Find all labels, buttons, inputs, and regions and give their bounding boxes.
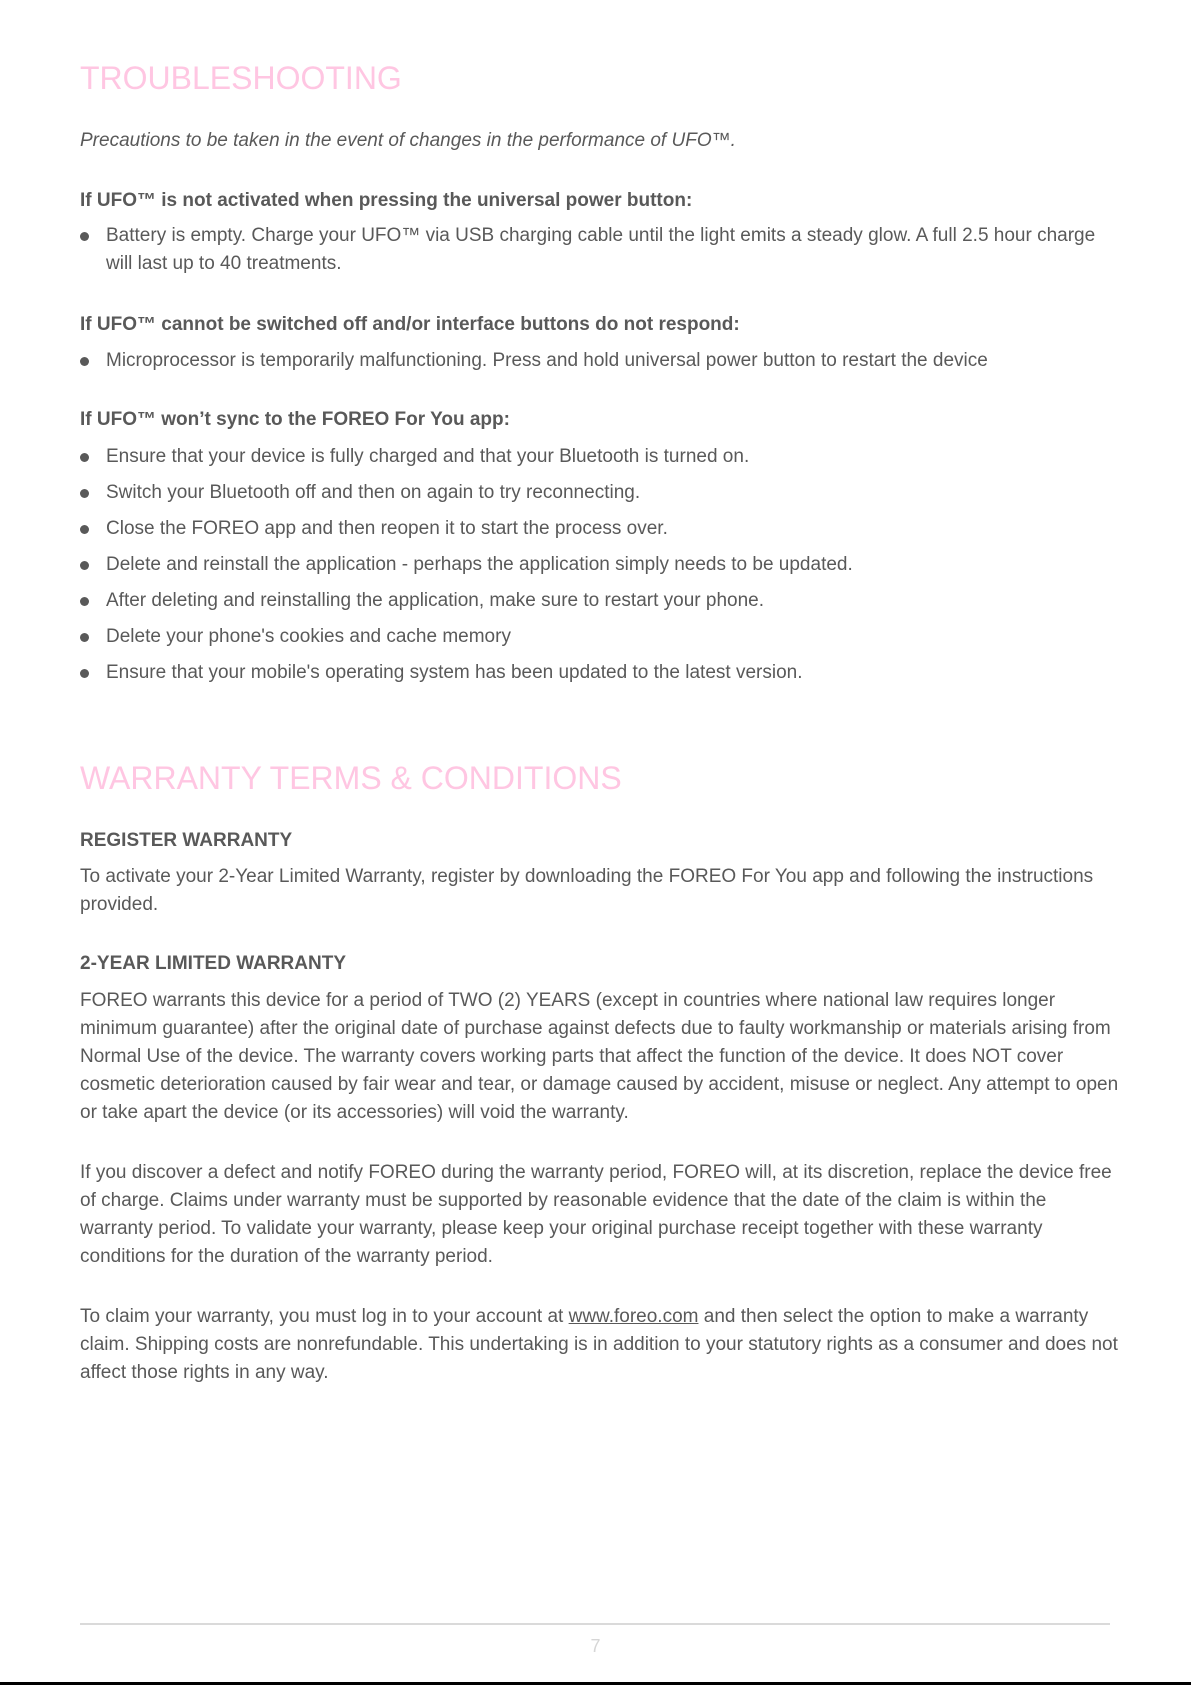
list-item: After deleting and reinstalling the application, make sure to restart your phone. [80,587,1120,615]
list-item: Ensure that your device is fully charged and that your Bluetooth is turned on. [80,443,1120,471]
bullet-icon [80,633,89,642]
list-item: Battery is empty. Charge your UFO™ via USB charging cable until the light emits a steady glow. A full 2.5 hour charge will last up to 40 treatments. [80,222,1120,278]
section-heading-not-activated: If UFO™ is not activated when pressing the universal power button: [80,190,693,211]
bullet-icon [80,489,89,498]
warranty-paragraph-1: FOREO warrants this device for a period of TWO (2) YEARS (except in countries where national law requires longer minimum guarantee) after the original date of purchase against defects due to faulty workmanship or materials arising from Normal Use of the device. The warranty covers working parts that affect the function of the device. It does NOT cover cosmetic deterioration caused by fair wear and tear, or damage caused by accident, misuse or neglect. Any attempt to open or take apart the device (or its accessories) will void the warranty. [80,990,1119,1123]
list-item: Ensure that your mobile's operating system has been updated to the latest version. [80,659,1120,687]
bullet-list-wont-sync [80,443,1120,695]
list-item: Switch your Bluetooth off and then on again to try reconnecting. [80,479,1120,507]
bullet-icon [80,357,89,366]
bullet-icon [80,669,89,678]
foreo-website-link[interactable]: www.foreo.com [568,1306,699,1327]
list-item: Close the FOREO app and then reopen it to start the process over. [80,515,1120,543]
page-number: 7 [590,1636,601,1656]
section-heading-cannot-switch-off: If UFO™ cannot be switched off and/or interface buttons do not respond: [80,314,740,335]
warranty-paragraph-2: If you discover a defect and notify FOREO during the warranty period, FOREO will, at its discretion, replace the device free of charge. Claims under warranty must be supported by reasonable evidence that the date of the claim is within the warranty period. To validate your warranty, please keep your original purchase receipt together with these warranty conditions for the duration of the warranty period. [80,1162,1112,1267]
section-heading-wont-sync: If UFO™ won’t sync to the FOREO For You app: [80,409,510,430]
bullet-icon [80,232,89,241]
troubleshooting-title: TROUBLESHOOTING [80,60,402,96]
warranty-title: WARRANTY TERMS & CONDITIONS [80,760,622,796]
limited-warranty-heading: 2-YEAR LIMITED WARRANTY [80,953,346,974]
warranty-paragraph-3: To claim your warranty, you must log in to your account at www.foreo.com and then select the option to make a warranty claim. Shipping costs are nonrefundable. This undertaking is in addition to your statutory rights as a consumer and does not affect those rights in any way. [80,1306,1118,1383]
bullet-icon [80,597,89,606]
bullet-list-not-activated [80,222,1120,278]
list-item: Delete and reinstall the application - perhaps the application simply needs to be updated. [80,551,1120,579]
bullet-icon [80,525,89,534]
troubleshooting-subtitle: Precautions to be taken in the event of changes in the performance of UFO™. [80,130,736,151]
list-item: Microprocessor is temporarily malfunctioning. Press and hold universal power button to restart the device [80,347,1120,375]
bullet-icon [80,561,89,570]
bullet-list-cannot-switch-off [80,347,1120,375]
bullet-icon [80,453,89,462]
register-warranty-heading: REGISTER WARRANTY [80,830,293,851]
list-item: Delete your phone's cookies and cache memory [80,623,1120,651]
footer-divider [80,1623,1110,1625]
register-warranty-text: To activate your 2-Year Limited Warranty, register by downloading the FOREO For You app and following the instructions provided. [80,866,1094,915]
